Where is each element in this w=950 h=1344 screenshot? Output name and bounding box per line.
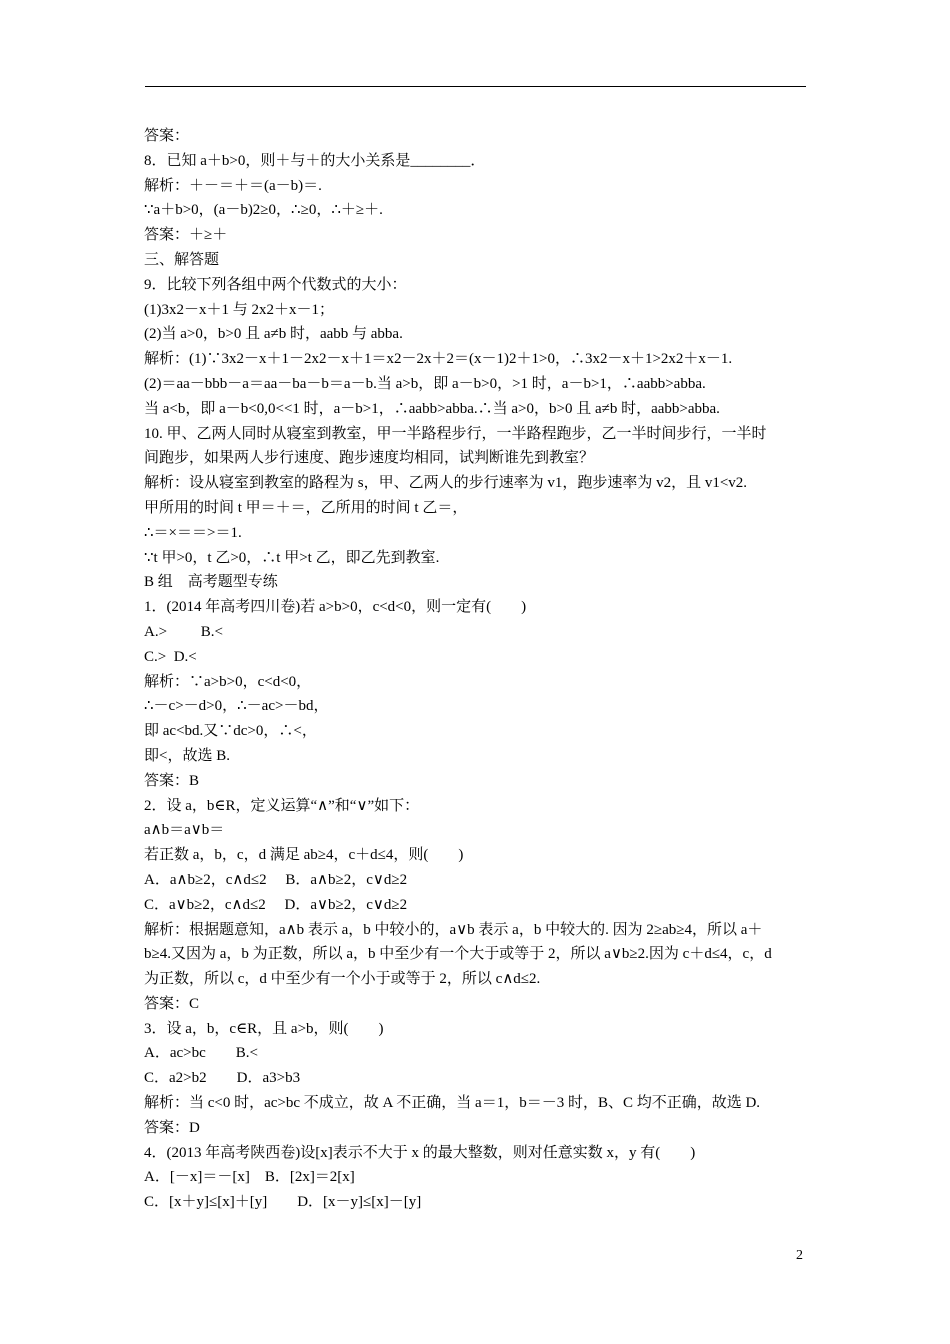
question-b1: 1．(2014 年高考四川卷)若 a>b>0，c<d<0，则一定有( ) (144, 599, 527, 616)
question-9: 9．比较下列各组中两个代数式的大小： (144, 276, 407, 293)
text-line: A.> B.< (144, 623, 224, 640)
text-line: ∵t 甲>0，t 乙>0，∴t 甲>t 乙，即乙先到教室. (144, 549, 440, 566)
text-line: (2)＝aa－bbb－a＝aa－ba－b＝a－b.当 a>b，即 a－b>0，>1 时，a－b>1，∴aabb>abba. (144, 375, 706, 392)
section-heading: 三、解答题 (144, 251, 220, 268)
text-line: 解析：＋－＝＋＝(a－b)＝. (144, 177, 322, 194)
text-line: 答案：C (144, 995, 200, 1012)
text-line: 解析：根据题意知，a∧b 表示 a，b 中较小的，a∨b 表示 a，b 中较大的. 因为 2≥ab≥4，所以 a＋ (144, 921, 763, 938)
page-number: 2 (796, 1248, 803, 1263)
question-b4: 4．(2013 年高考陕西卷)设[x]表示不大于 x 的最大整数，则对任意实数 x，y 有( ) (144, 1144, 696, 1161)
question-b2: 2．设 a，b∈R，定义运算“∧”和“∨”如下： (144, 797, 420, 814)
text-line: 解析：当 c<0 时，ac>bc 不成立，故 A 不正确，当 a＝1，b＝－3 时，B、C 均不正确，故选 D. (144, 1095, 761, 1112)
text-line: 若正数 a，b，c，d 满足 ab≥4，c＋d≤4，则( ) (144, 847, 464, 864)
text-line: 即 ac<bd.又∵dc>0，∴<， (144, 723, 317, 740)
text-line: 解析：∵a>b>0，c<d<0， (144, 673, 312, 690)
text-line: 解析：(1)∵3x2－x＋1－2x2－x＋1＝x2－2x＋2＝(x－1)2＋1>0，∴3x2－x＋1>2x2＋x－1. (144, 351, 733, 368)
text-line: 答案：＋≥＋ (144, 227, 228, 244)
text-line: b≥4.又因为 a，b 为正数，所以 a，b 中至少有一个大于或等于 2，所以 a∨b≥2.因为 c＋d≤4，c，d (144, 946, 772, 963)
text-line: C．a2>b2 D．a3>b3 (144, 1070, 301, 1087)
text-line: 即<，故选 B. (144, 747, 230, 764)
text-line: A．a∧b≥2，c∧d≤2 B．a∧b≥2，c∨d≥2 (144, 871, 408, 888)
text-line: 答案：B (144, 772, 200, 789)
text-line: C．a∨b≥2，c∧d≤2 D．a∨b≥2，c∨d≥2 (144, 896, 408, 913)
text-line: 答案：D (144, 1119, 200, 1136)
text-line: a∧b＝a∨b＝ (144, 822, 225, 839)
text-line: 答案： (144, 128, 190, 144)
question-b3: 3．设 a，b，c∈R，且 a>b，则( ) (144, 1020, 384, 1037)
section-heading: B 组 高考题型专练 (144, 574, 278, 591)
text-line: ∵a＋b>0，(a－b)2≥0，∴≥0，∴＋≥＋. (144, 202, 383, 219)
text-line: (1)3x2－x＋1 与 2x2＋x－1； (144, 301, 334, 318)
text-line: C.> D.< (144, 648, 197, 665)
text-line: 甲所用的时间 t 甲＝＋＝，乙所用的时间 t 乙＝， (144, 499, 468, 516)
text-line: 为正数，所以 c，d 中至少有一个小于或等于 2，所以 c∧d≤2. (144, 971, 541, 988)
text-line: 8．已知 a＋b>0，则＋与＋的大小关系是________． (144, 152, 486, 169)
question-10: 10. 甲、乙两人同时从寝室到教室，甲一半路程步行，一半路程跑步，乙一半时间步行，一半时 (144, 425, 767, 442)
text-line: ∴＝×＝＝>＝1. (144, 524, 242, 541)
text-line: A．[－x]＝－[x] B．[2x]＝2[x] (144, 1169, 355, 1186)
text-line: 当 a<b，即 a－b<0,0<<1 时，a－b>1，∴aabb>abba.∴当 a>0，b>0 且 a≠b 时，aabb>abba. (144, 400, 720, 417)
text-line: (2)当 a>0，b>0 且 a≠b 时，aabb 与 abba. (144, 326, 403, 343)
text-line: A．ac>bc B.< (144, 1045, 258, 1062)
text-line: ∴－c>－d>0，∴－ac>－bd， (144, 698, 329, 715)
header-rule (145, 86, 806, 87)
text-line: 间跑步，如果两人步行速度、跑步速度均相同，试判断谁先到教室？ (144, 450, 595, 467)
document-body (144, 124, 812, 1215)
text-line: 解析：设从寝室到教室的路程为 s，甲、乙两人的步行速率为 v1，跑步速率为 v2，且 v1<v2. (144, 475, 748, 492)
text-line: C．[x＋y]≤[x]＋[y] D．[x－y]≤[x]－[y] (144, 1194, 422, 1211)
